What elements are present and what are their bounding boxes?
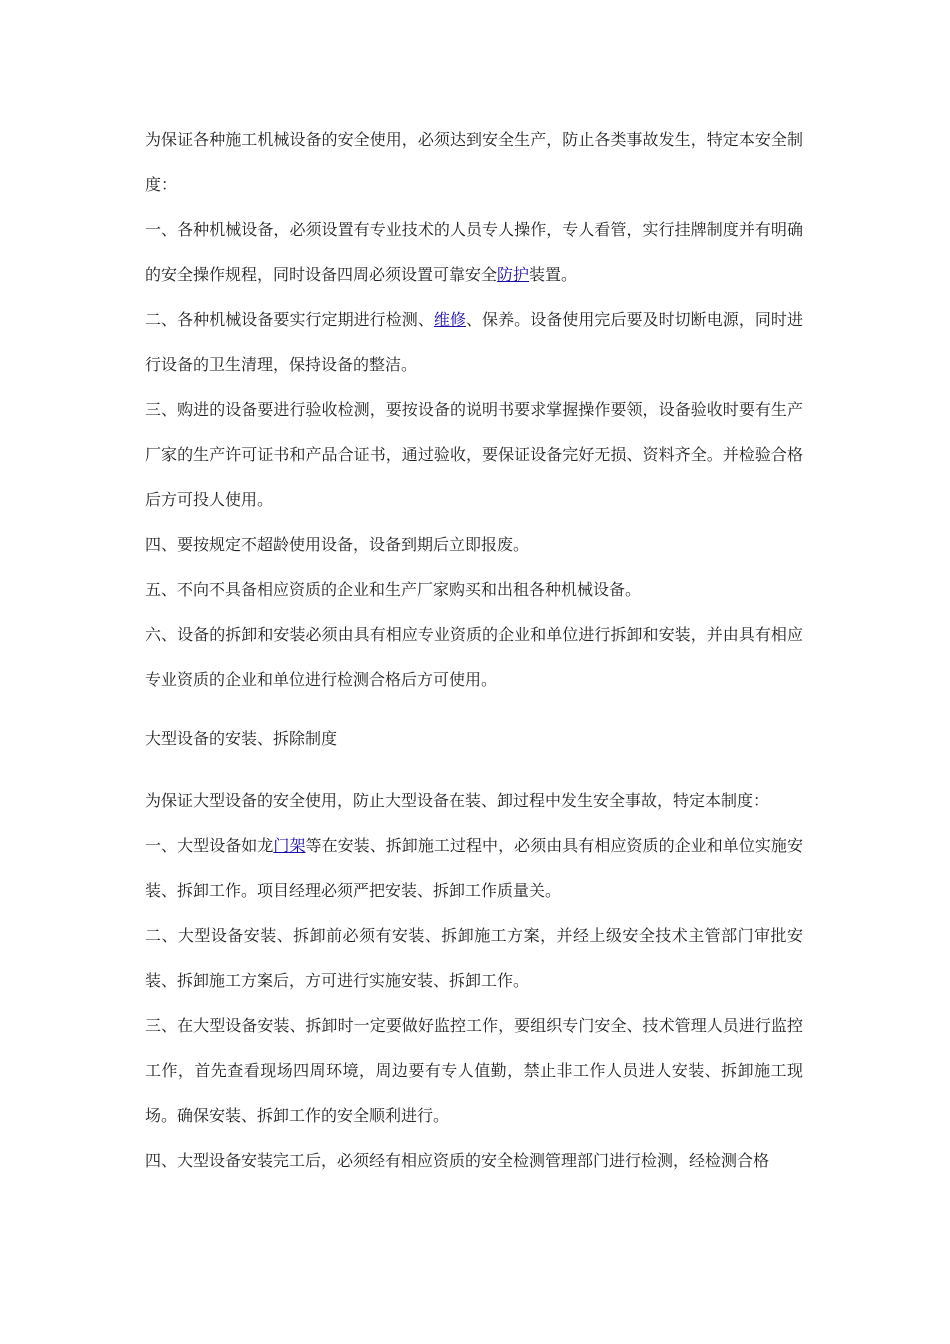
section2-item4: 四、大型设备安装完工后，必须经有相应资质的安全检测管理部门进行检测，经检测合格 [145, 1151, 770, 1170]
section1-item1-text-b: 装置。 [529, 265, 578, 284]
section2-item1-text-b: 等在安装、拆卸施工过程中，必须由具有相应资质的企业和单位实施安装、拆卸工作。项目经理必须严把安装、拆卸工作质量关。 [145, 836, 803, 900]
section1-item6: 六、设备的拆卸和安装必须由具有相应专业资质的企业和单位进行拆卸和安装，并由具有相应专业资质的企业和单位进行检测合格后方可使用。 [145, 625, 803, 689]
gantry-link[interactable]: 门架 [273, 836, 306, 855]
maintenance-link[interactable]: 维修 [433, 310, 466, 329]
section2-item1 [145, 823, 803, 913]
section1-item2-text-a: 二、各种机械设备要实行定期进行检测、 [145, 310, 434, 329]
section1-item2 [145, 297, 803, 387]
section1-item1-text-a: 一、各种机械设备，必须设置有专业技术的人员专人操作，专人看管，实行挂牌制度并有明确的安全操作规程，同时设备四周必须设置可靠安全 [145, 220, 803, 284]
large-equipment-section-heading [145, 716, 803, 761]
section1-item5: 五、不向不具备相应资质的企业和生产厂家购买和出租各种机械设备。 [145, 580, 642, 599]
section1-intro: 为保证各种施工机械设备的安全使用，必须达到安全生产，防止各类事故发生，特定本安全制度： [145, 130, 803, 194]
section2-title: 大型设备的安装、拆除制度 [145, 729, 338, 748]
section2-item3: 三、在大型设备安装、拆卸时一定要做好监控工作，要组织专门安全、技术管理人员进行监控工作，首先查看现场四周环境，周边要有专人值勤，禁止非工作人员进人安装、拆卸施工现场。确保安装、拆卸工作的安全顺利进行。 [145, 1016, 803, 1125]
section1-item3: 三、购进的设备要进行验收检测，要按设备的说明书要求掌握操作要领，设备验收时要有生产厂家的生产许可证书和产品合证书，通过验收，要保证设备完好无损、资料齐全。并检验合格后方可投人使用。 [145, 400, 803, 509]
section1-item2-text-b: 、保养。设备使用完后要及时切断电源，同时进行设备的卫生清理，保持设备的整洁。 [145, 310, 803, 374]
section2-item1-text-a: 一、大型设备如龙 [145, 836, 274, 855]
section2-intro: 为保证大型设备的安全使用，防止大型设备在装、卸过程中发生安全事故，特定本制度： [145, 791, 770, 810]
section1-item4: 四、要按规定不超龄使用设备，设备到期后立即报废。 [145, 535, 530, 554]
section2-item2: 二、大型设备安装、拆卸前必须有安装、拆卸施工方案，并经上级安全技术主管部门审批安装、拆卸施工方案后，方可进行实施安装、拆卸工作。 [145, 926, 803, 990]
protection-link[interactable]: 防护 [497, 265, 530, 284]
equipment-safety-section [145, 117, 803, 702]
section1-item1 [145, 207, 803, 297]
large-equipment-section [145, 778, 803, 1183]
